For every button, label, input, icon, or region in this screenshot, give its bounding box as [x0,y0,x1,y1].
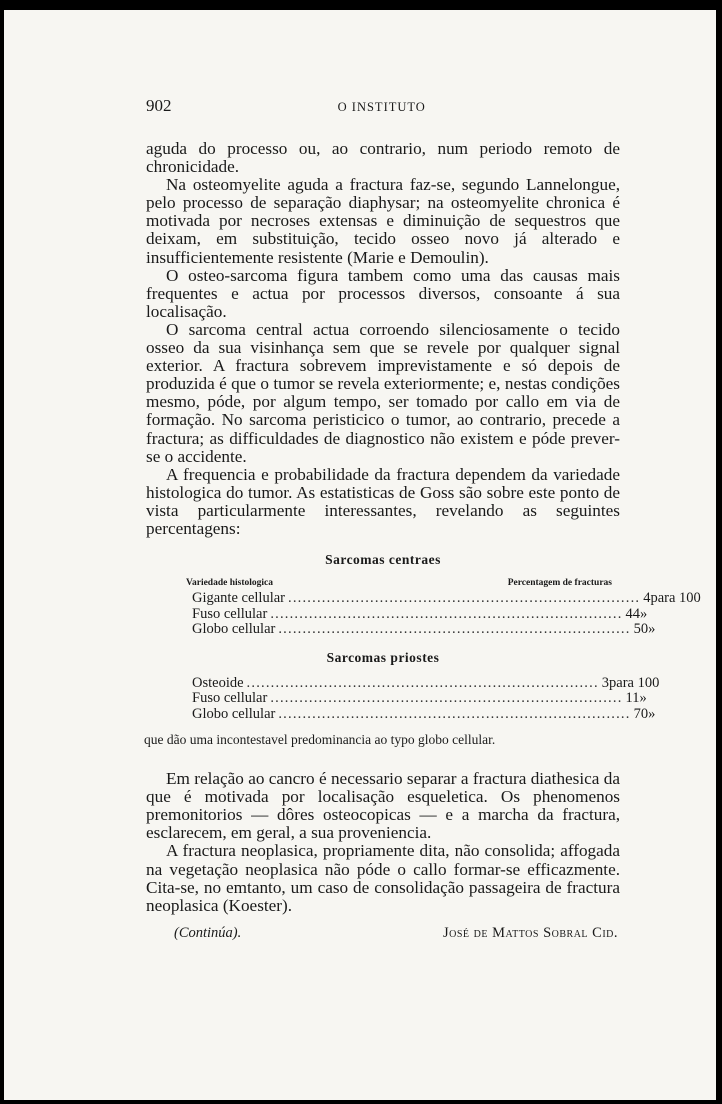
continues-note: (Continúa). [174,924,242,941]
leader-dots: ......................................................................... [278,705,631,722]
row-unit: » [648,705,656,722]
column-header-variety: Variedade histologica [186,578,273,589]
table-column-headers [186,578,620,588]
page-content [144,96,701,942]
paragraph-frequency: A frequencia e probabilidade da fractura dependem da variedade histologica do tumor. As estatisticas de Goss são sobre este ponto de vista particularmente interessantes, revelando as seguintes percentagens: [146,464,620,538]
leader-dots: ......................................................................... [288,590,641,607]
leader-dots: ......................................................................... [270,690,623,707]
table-row [192,590,701,607]
paragraph-neoplastic: A fractura neoplasica, propriamente dita, não consolida; affogada na vegetação neoplasica não póde o callo formar-se efficazmente. Cita-se, no emtanto, um caso de consolidação passageira de fractura neoplasica (Koester). [146,841,620,915]
table-row [192,605,648,623]
paragraph-continuation: aguda do processo ou, ao contrario, num periodo remoto de chronicidade. [146,139,620,177]
row-name: Gigante cellular [192,590,285,607]
row-value: 70 [633,705,649,722]
page-number: 902 [146,96,172,115]
author-signature: José de Mattos Sobral Cid. [443,924,618,941]
table-row [192,674,660,692]
page-footer [146,925,620,942]
row-unit: » [640,605,648,622]
row-unit: para 100 [650,590,701,607]
row-name: Fuso cellular [192,690,268,707]
row-value: 11 [625,690,640,707]
book-page [4,10,716,1100]
row-value: 50 [633,621,649,638]
running-title: O INSTITUTO [337,100,426,114]
row-unit: » [639,690,647,707]
row-value: 3 [601,674,610,691]
table-row [192,690,647,707]
table-note: que dão uma incontestavel predominancia ao typo globo cellular. [144,732,496,748]
table-row [192,705,656,723]
row-unit: » [648,621,656,638]
row-name: Fuso cellular [192,605,268,622]
section-title-priostes: Sarcomas priostes [326,649,440,665]
percentages-table [144,552,701,748]
paragraph-osteosarcoma: O osteo-sarcoma figura tambem como uma das causas mais frequentes e actua por processos diversos, consoante á sua localisação. [146,265,620,321]
paragraph-cancer: Em relação ao cancro é necessario separar a fractura diathesica da que é motivada por localisação esqueletica. Os phenomenos premonitorios — dôres osteocopicas — e a marcha da fractura, esclarecem, em geral, a sua proveniencia. [146,769,620,843]
row-value: 44 [625,605,641,622]
column-header-percentage: Percentagem de fracturas [507,578,612,589]
row-value: 4 [643,590,651,607]
table-row [192,621,656,638]
paragraph-osteomyelitis: Na osteomyelite aguda a fractura faz-se, segundo Lannelongue, pelo processo de separação diaphysar; na osteomyelite chronica é motivada por necroses extensas e diminuição de sequestros que deixam, em substituição, tecido osseo novo já alterado e insufficientemente resistente (Marie e Demoulin). [146,175,620,267]
leader-dots: ......................................................................... [270,605,623,622]
row-name: Globo cellular [192,621,276,638]
section-title-centraes: Sarcomas centraes [325,552,441,568]
leader-dots: ......................................................................... [246,674,599,691]
row-name: Globo cellular [192,705,276,722]
page-header [146,96,620,124]
leader-dots: ......................................................................... [278,621,631,638]
paragraph-central-sarcoma: O sarcoma central actua corroendo silenciosamente o tecido osseo da sua visinhança sem que se revele por qualquer signal exterior. A fractura sobrevem imprevistamente e só depois de produzida é que o tumor se revela exteriormente; e, nestas condições mesmo, póde, por algum tempo, ser tomado por callo em via de formação. No sarcoma peristicico o tumor, ao contrario, precede a fractura; as difficuldades de diagnostico não existem e póde prever-se o accidente. [146,319,620,466]
row-name: Osteoide [192,674,244,691]
row-unit: para 100 [609,674,660,691]
